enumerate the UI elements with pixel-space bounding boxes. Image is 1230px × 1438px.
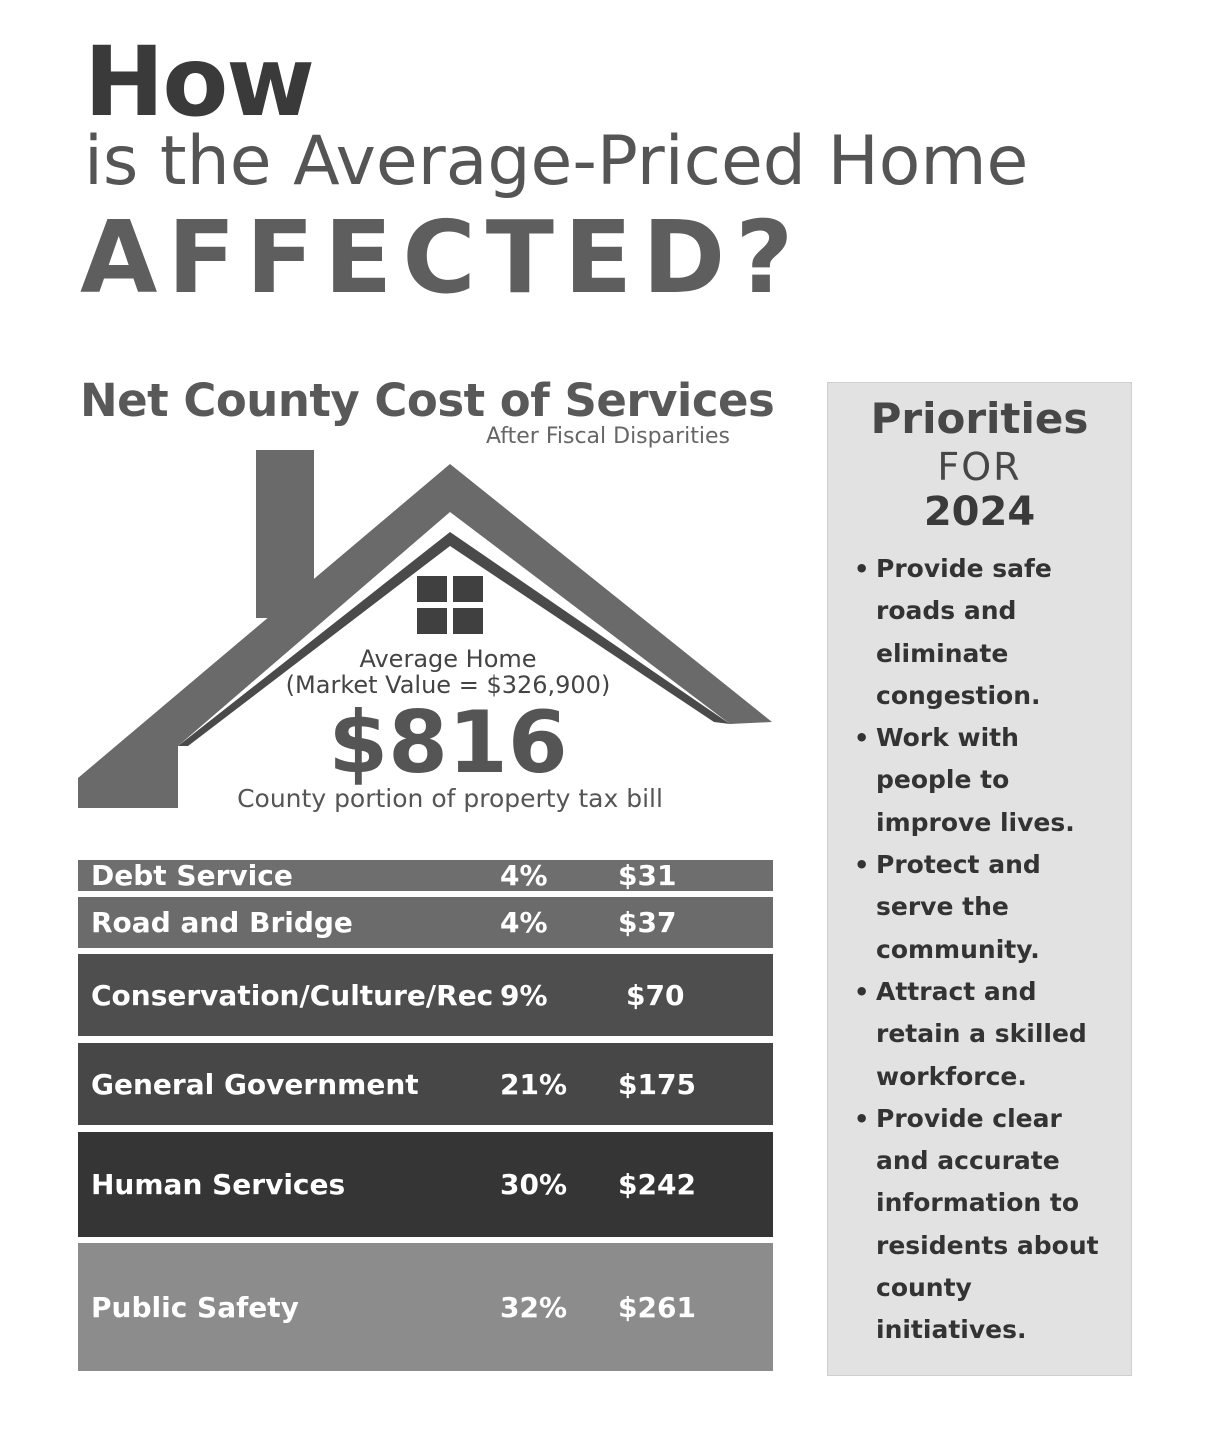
row-category: Road and Bridge [91,906,353,939]
market-value-label: (Market Value = $326,900) [285,671,611,699]
row-amount: $175 [618,1067,696,1101]
row-amount: $37 [618,906,677,939]
county-portion-amount: $816 [328,693,568,793]
title-subline: is the Average-Priced Home [84,122,1029,201]
priorities-title: Priorities [870,394,1089,443]
row-amount: $242 [618,1168,696,1201]
window-icon [417,576,483,634]
county-portion-caption: County portion of property tax bill [237,784,663,813]
net-cost-subheading: After Fiscal Disparities [486,424,730,449]
breakdown-row-public-safety [78,1243,773,1371]
priorities-list [854,548,1104,1352]
priority-item: • Provide safe roads and eliminate congestion. [854,548,1104,717]
priority-item: • Work with people to improve lives. [854,717,1104,844]
priority-item: • Provide clear and accurate information to residents about county initiatives. [854,1098,1104,1352]
row-category: Public Safety [91,1290,299,1324]
title-affected: AFFECTED? [80,199,804,316]
row-percent: 21% [500,1067,568,1101]
row-category: Debt Service [91,859,293,892]
row-percent: 30% [500,1168,568,1201]
priorities-for: FOR [937,445,1022,489]
row-amount: $70 [626,978,685,1012]
priority-item: • Protect and serve the community. [854,844,1104,971]
breakdown-row-general-government [78,1043,773,1125]
average-home-label: Average Home [359,645,537,673]
breakdown-row-conservation [78,954,773,1036]
net-cost-heading: Net County Cost of Services [80,374,775,427]
priorities-year: 2024 [923,489,1036,535]
breakdown-row-human-services [78,1132,773,1237]
row-amount: $31 [618,859,677,892]
row-percent: 4% [500,906,548,939]
row-category: General Government [91,1067,419,1101]
title-how: How [84,26,313,138]
row-percent: 9% [500,978,548,1012]
priority-item: • Attract and retain a skilled workforce. [854,971,1104,1098]
breakdown-row-debt-service [78,860,773,891]
breakdown-row-road-and-bridge [78,897,773,948]
row-amount: $261 [618,1290,696,1324]
row-category: Conservation/Culture/Rec [91,978,494,1012]
row-category: Human Services [91,1168,346,1201]
row-percent: 4% [500,859,548,892]
row-percent: 32% [500,1290,568,1324]
